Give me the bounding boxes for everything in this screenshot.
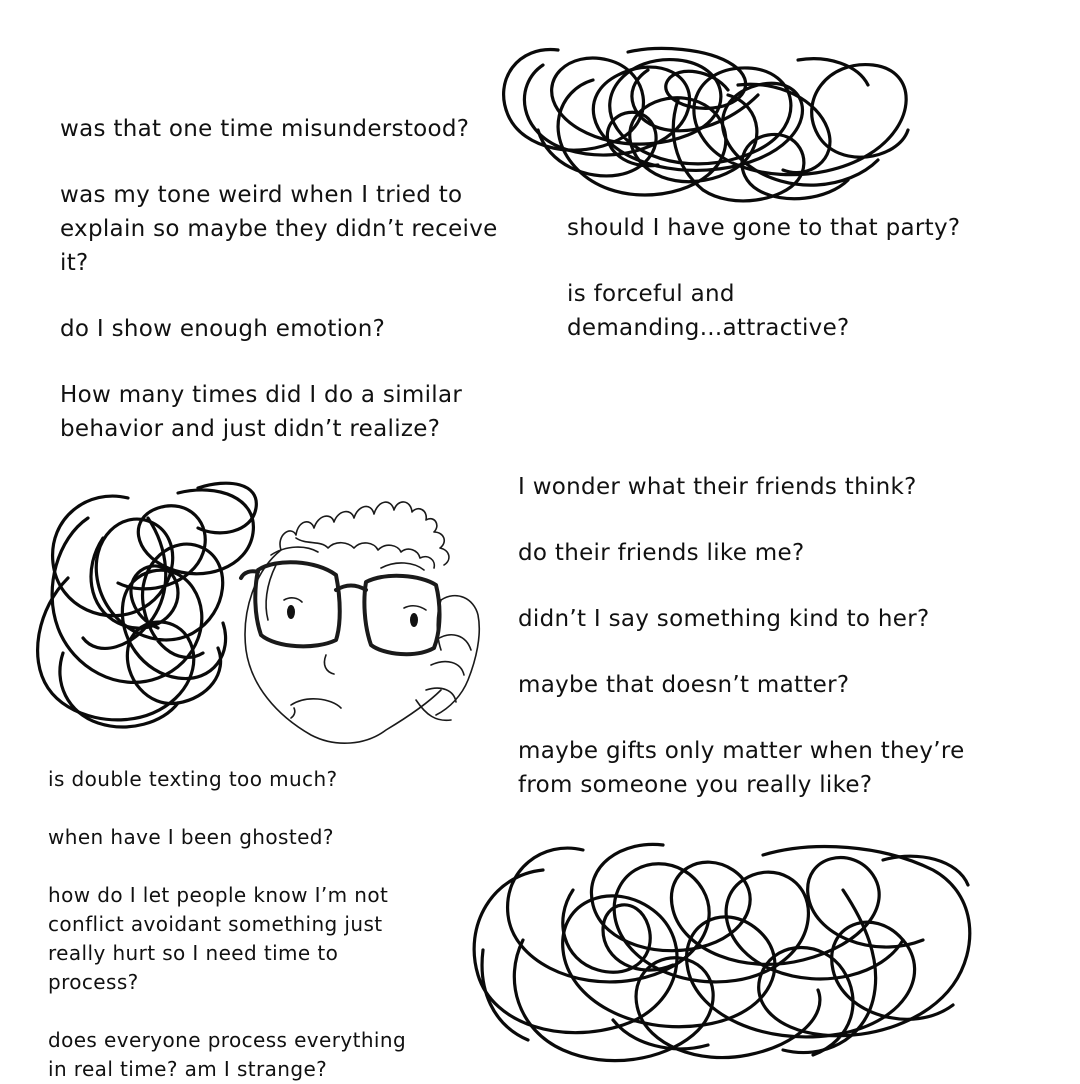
- question: was my tone weird when I tried to explain so maybe they didn’t receive it?: [60, 182, 498, 276]
- bottom-left-questions: [48, 765, 448, 1084]
- question: didn’t I say something kind to her?: [518, 606, 930, 632]
- scribble-icon: [463, 830, 983, 1070]
- question: does everyone process everything in real time? am I strange?: [48, 1028, 407, 1081]
- question: was that one time misunderstood?: [60, 116, 470, 142]
- question: should I have gone to that party?: [567, 215, 961, 241]
- top-left-questions: [60, 112, 500, 446]
- question: is double texting too much?: [48, 767, 338, 791]
- top-right-questions: [567, 211, 987, 345]
- scribble-icon: [498, 40, 923, 205]
- question: I wonder what their friends think?: [518, 474, 917, 500]
- question: is forceful and demanding...attractive?: [567, 281, 850, 341]
- worried-face-with-glasses-icon: [236, 490, 494, 750]
- question: How many times did I do a similar behavior and just didn’t realize?: [60, 382, 463, 442]
- question: maybe that doesn’t matter?: [518, 672, 850, 698]
- question: when have I been ghosted?: [48, 825, 334, 849]
- question: do I show enough emotion?: [60, 316, 386, 342]
- question: maybe gifts only matter when they’re from someone you really like?: [518, 738, 965, 798]
- middle-right-questions: [518, 470, 978, 802]
- scribble-icon: [28, 478, 263, 736]
- question: do their friends like me?: [518, 540, 805, 566]
- question: how do I let people know I’m not conflict avoidant something just really hurt so I need time to process?: [48, 883, 389, 994]
